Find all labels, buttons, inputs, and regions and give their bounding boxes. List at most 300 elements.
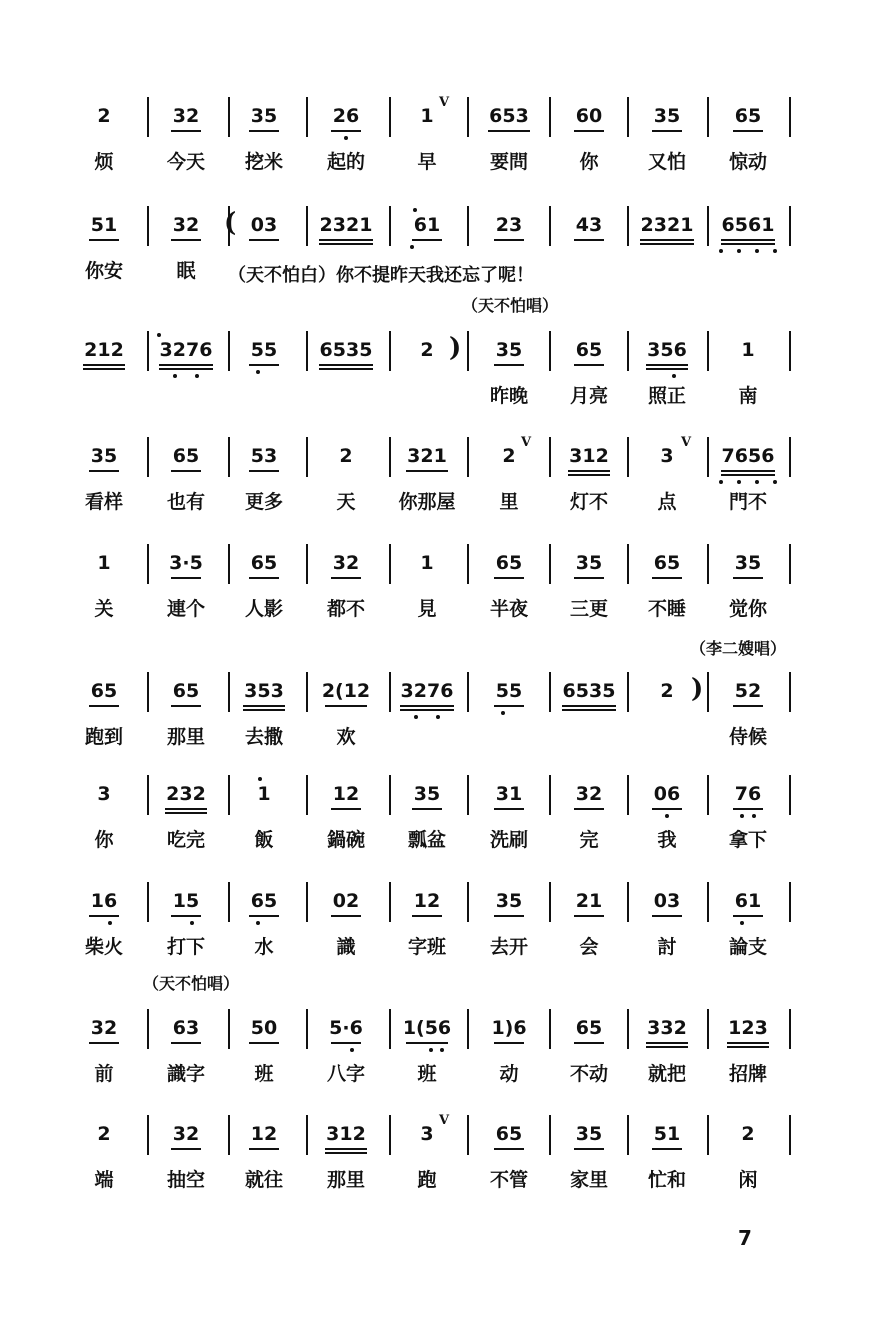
underline xyxy=(171,915,201,917)
underline xyxy=(652,1148,682,1150)
underline xyxy=(89,239,119,241)
note-group: 16 xyxy=(90,890,118,912)
lyric: 字班 xyxy=(407,936,446,958)
lyric: 拿下 xyxy=(728,829,767,851)
note-group: 65 xyxy=(495,552,523,574)
barline xyxy=(707,331,709,371)
note-group: 23 xyxy=(495,214,523,236)
barline xyxy=(389,1009,391,1049)
barline xyxy=(627,672,629,712)
note-group: 55 xyxy=(495,680,523,702)
underline xyxy=(249,364,279,366)
note-group: 65 xyxy=(172,445,200,467)
low-octave-dot xyxy=(436,715,440,719)
low-octave-dot xyxy=(256,370,260,374)
underline xyxy=(494,705,524,707)
barline xyxy=(467,97,469,137)
underline xyxy=(89,470,119,472)
underline xyxy=(331,808,361,810)
lyric: 觉你 xyxy=(728,598,767,620)
underline xyxy=(325,1152,367,1154)
barline xyxy=(147,437,149,477)
barline xyxy=(707,206,709,246)
underline xyxy=(733,130,763,132)
note-group: 7656 xyxy=(721,445,775,467)
lyric: 跑 xyxy=(417,1169,437,1191)
lyric: 就往 xyxy=(244,1169,283,1191)
low-octave-dot xyxy=(755,480,759,484)
barline xyxy=(627,544,629,584)
underline xyxy=(574,1148,604,1150)
underline xyxy=(652,808,682,810)
lyric: 端 xyxy=(94,1169,114,1191)
lyric: 不管 xyxy=(489,1169,528,1191)
barline xyxy=(467,437,469,477)
underline xyxy=(171,705,201,707)
underline xyxy=(652,130,682,132)
barline xyxy=(147,206,149,246)
lyric: 你安 xyxy=(84,260,123,282)
note-group: 2 xyxy=(660,680,674,702)
note-group: 55 xyxy=(250,339,278,361)
underline xyxy=(249,1042,279,1044)
underline xyxy=(400,705,454,707)
underline xyxy=(406,470,448,472)
barline xyxy=(389,544,391,584)
lyric: 論支 xyxy=(728,936,767,958)
bracket-mark: ) xyxy=(691,674,704,704)
underline xyxy=(325,705,367,707)
barline xyxy=(228,331,230,371)
note-group: 123 xyxy=(728,1017,768,1039)
note-group: 61 xyxy=(734,890,762,912)
underline xyxy=(319,239,373,241)
barline xyxy=(389,97,391,137)
underline xyxy=(646,1042,688,1044)
lyric: 动 xyxy=(499,1063,519,1085)
underline xyxy=(249,470,279,472)
note-group: 35 xyxy=(495,339,523,361)
barline xyxy=(147,544,149,584)
underline xyxy=(727,1046,769,1048)
lyric: 看样 xyxy=(84,491,123,513)
barline xyxy=(627,882,629,922)
lyric: 也有 xyxy=(166,491,205,513)
lyric: 照正 xyxy=(647,385,686,407)
underline xyxy=(488,130,530,132)
underline xyxy=(249,915,279,917)
barline xyxy=(306,775,308,815)
low-octave-dot xyxy=(665,814,669,818)
lyric: 人影 xyxy=(244,598,283,620)
underline xyxy=(640,239,694,241)
barline xyxy=(147,97,149,137)
lyric: 打下 xyxy=(166,936,205,958)
note-group: 61 xyxy=(413,214,441,236)
barline xyxy=(228,882,230,922)
barline xyxy=(467,882,469,922)
underline xyxy=(494,239,524,241)
underline xyxy=(89,1042,119,1044)
breath-mark: V xyxy=(521,435,532,450)
barline xyxy=(389,882,391,922)
underline xyxy=(721,470,775,472)
underline xyxy=(574,130,604,132)
barline xyxy=(707,544,709,584)
barline xyxy=(389,775,391,815)
note-group: 35 xyxy=(575,1123,603,1145)
barline xyxy=(627,331,629,371)
underline xyxy=(574,364,604,366)
note-group: 1(56 xyxy=(402,1017,452,1039)
lyric: 又怕 xyxy=(647,151,686,173)
note-group: 3 xyxy=(660,445,674,467)
lyric: 飯 xyxy=(254,829,274,851)
lyric: 連个 xyxy=(166,598,205,620)
underline xyxy=(652,915,682,917)
underline xyxy=(243,705,285,707)
note-group: 60 xyxy=(575,105,603,127)
underline xyxy=(171,577,201,579)
note-group: 43 xyxy=(575,214,603,236)
low-octave-dot xyxy=(501,711,505,715)
lyric: 洗刷 xyxy=(489,829,528,851)
note-group: 12 xyxy=(332,783,360,805)
low-octave-dot xyxy=(410,245,414,249)
low-octave-dot xyxy=(672,374,676,378)
lyric: 你 xyxy=(579,151,599,173)
barline xyxy=(789,544,791,584)
note-group: 32 xyxy=(172,214,200,236)
underline xyxy=(574,239,604,241)
barline xyxy=(467,672,469,712)
lyric: 点 xyxy=(657,491,677,513)
lyric: 月亮 xyxy=(569,385,608,407)
low-octave-dot xyxy=(773,480,777,484)
lyric: 你 xyxy=(94,829,114,851)
underline xyxy=(249,1148,279,1150)
low-octave-dot xyxy=(429,1048,433,1052)
low-octave-dot xyxy=(719,480,723,484)
barline xyxy=(228,97,230,137)
high-octave-dot xyxy=(157,333,161,337)
barline xyxy=(627,775,629,815)
lyric: 水 xyxy=(254,936,274,958)
lyric: 三更 xyxy=(569,598,608,620)
barline xyxy=(389,1115,391,1155)
underline xyxy=(412,808,442,810)
lyric: 就把 xyxy=(647,1063,686,1085)
note-group: 52 xyxy=(734,680,762,702)
underline xyxy=(494,915,524,917)
lyric: 我 xyxy=(657,829,677,851)
note-group: 02 xyxy=(332,890,360,912)
underline xyxy=(331,915,361,917)
underline xyxy=(568,470,610,472)
barline xyxy=(306,1115,308,1155)
lyric: 八字 xyxy=(326,1063,365,1085)
low-octave-dot xyxy=(737,480,741,484)
barline xyxy=(789,331,791,371)
barline xyxy=(228,544,230,584)
note-group: 2 xyxy=(741,1123,755,1145)
lyric: 里 xyxy=(499,491,519,513)
barline xyxy=(467,331,469,371)
barline xyxy=(627,1009,629,1049)
low-octave-dot xyxy=(719,249,723,253)
barline xyxy=(549,1115,551,1155)
lyric: 不动 xyxy=(569,1063,608,1085)
note-group: 65 xyxy=(653,552,681,574)
barline xyxy=(707,775,709,815)
low-octave-dot xyxy=(773,249,777,253)
note-group: 6535 xyxy=(562,680,616,702)
barline xyxy=(228,1115,230,1155)
underline xyxy=(249,577,279,579)
barline xyxy=(789,437,791,477)
underline xyxy=(165,812,207,814)
note-group: 232 xyxy=(166,783,206,805)
barline xyxy=(389,331,391,371)
high-octave-dot xyxy=(258,777,262,781)
lyric: 去开 xyxy=(489,936,528,958)
underline xyxy=(159,364,213,366)
note-group: 3276 xyxy=(400,680,454,702)
barline xyxy=(306,1009,308,1049)
underline xyxy=(721,239,775,241)
note-group: 32 xyxy=(172,105,200,127)
underline xyxy=(721,474,775,476)
underline xyxy=(733,808,763,810)
underline xyxy=(652,577,682,579)
note-group: 35 xyxy=(575,552,603,574)
note-group: 12 xyxy=(250,1123,278,1145)
barline xyxy=(549,437,551,477)
barline xyxy=(707,1115,709,1155)
barline xyxy=(147,1009,149,1049)
barline xyxy=(707,97,709,137)
breath-mark: V xyxy=(681,435,692,450)
lyric: 討 xyxy=(657,936,677,958)
role-annotation: （天不怕唱） xyxy=(462,296,559,315)
note-group: 63 xyxy=(172,1017,200,1039)
note-group: 32 xyxy=(575,783,603,805)
lyric: 南 xyxy=(738,385,758,407)
barline xyxy=(549,97,551,137)
barline xyxy=(627,206,629,246)
lyric: 早 xyxy=(417,151,437,173)
lyric: 見 xyxy=(417,598,437,620)
underline xyxy=(733,705,763,707)
low-octave-dot xyxy=(256,921,260,925)
note-group: 51 xyxy=(90,214,118,236)
underline xyxy=(494,1148,524,1150)
note-group: 06 xyxy=(653,783,681,805)
note-group: 53 xyxy=(250,445,278,467)
underline xyxy=(83,364,125,366)
lyric: 眠 xyxy=(176,260,196,282)
lyric: 会 xyxy=(579,936,599,958)
note-group: 35 xyxy=(90,445,118,467)
barline xyxy=(627,1115,629,1155)
underline xyxy=(733,577,763,579)
note-group: 312 xyxy=(569,445,609,467)
barline xyxy=(789,672,791,712)
barline xyxy=(147,775,149,815)
lyric: 关 xyxy=(94,598,114,620)
barline xyxy=(467,775,469,815)
note-group: 12 xyxy=(413,890,441,912)
note-group: 35 xyxy=(734,552,762,574)
note-group: 32 xyxy=(172,1123,200,1145)
barline xyxy=(228,1009,230,1049)
lyric: 抽空 xyxy=(166,1169,205,1191)
underline xyxy=(574,577,604,579)
note-group: 1 xyxy=(420,552,434,574)
low-octave-dot xyxy=(190,921,194,925)
note-group: 2 xyxy=(339,445,353,467)
lyric: 家里 xyxy=(569,1169,608,1191)
note-group: 65 xyxy=(90,680,118,702)
barline xyxy=(306,97,308,137)
note-group: 356 xyxy=(647,339,687,361)
underline xyxy=(243,709,285,711)
lyric: 跑到 xyxy=(84,726,123,748)
barline xyxy=(707,1009,709,1049)
breath-mark: V xyxy=(439,95,450,110)
lyric: 灯不 xyxy=(569,491,608,513)
note-group: 6535 xyxy=(319,339,373,361)
barline xyxy=(549,544,551,584)
note-group: 65 xyxy=(250,890,278,912)
note-group: 03 xyxy=(250,214,278,236)
lyric: 惊动 xyxy=(728,151,767,173)
lyric: 識字 xyxy=(166,1063,205,1085)
lyric: 闲 xyxy=(738,1169,758,1191)
barline xyxy=(789,775,791,815)
note-group: 353 xyxy=(244,680,284,702)
note-group: 65 xyxy=(734,105,762,127)
barline xyxy=(549,882,551,922)
note-group: 2 xyxy=(420,339,434,361)
lyric: 那里 xyxy=(166,726,205,748)
lyric: 忙和 xyxy=(647,1169,686,1191)
barline xyxy=(467,544,469,584)
underline xyxy=(494,808,524,810)
underline xyxy=(494,364,524,366)
barline xyxy=(789,1115,791,1155)
note-group: 1 xyxy=(97,552,111,574)
role-annotation: （天不怕唱） xyxy=(143,974,240,993)
barline xyxy=(389,437,391,477)
lyric: 不睡 xyxy=(647,598,686,620)
lyric: 半夜 xyxy=(489,598,528,620)
barline xyxy=(306,672,308,712)
barline xyxy=(306,331,308,371)
note-group: 65 xyxy=(172,680,200,702)
underline xyxy=(171,1148,201,1150)
underline xyxy=(721,243,775,245)
underline xyxy=(325,1148,367,1150)
barline xyxy=(549,775,551,815)
lyric: 門不 xyxy=(728,491,767,513)
barline xyxy=(707,672,709,712)
barline xyxy=(306,882,308,922)
underline xyxy=(562,709,616,711)
note-group: 35 xyxy=(413,783,441,805)
low-octave-dot xyxy=(108,921,112,925)
underline xyxy=(331,1042,361,1044)
low-octave-dot xyxy=(350,1048,354,1052)
lyric: 前 xyxy=(94,1063,114,1085)
note-group: 35 xyxy=(250,105,278,127)
lyric: 去撒 xyxy=(244,726,283,748)
lyric: 那里 xyxy=(326,1169,365,1191)
note-group: 2 xyxy=(97,1123,111,1145)
barline xyxy=(306,437,308,477)
note-group: 35 xyxy=(495,890,523,912)
breath-mark: V xyxy=(439,1113,450,1128)
note-group: 26 xyxy=(332,105,360,127)
barline xyxy=(147,331,149,371)
barline xyxy=(627,97,629,137)
lyric: 招牌 xyxy=(728,1063,767,1085)
barline xyxy=(147,1115,149,1155)
underline xyxy=(171,239,201,241)
low-octave-dot xyxy=(737,249,741,253)
underline xyxy=(319,368,373,370)
barline xyxy=(707,882,709,922)
note-group: 3276 xyxy=(159,339,213,361)
lyric: 鍋碗 xyxy=(326,829,365,851)
underline xyxy=(83,368,125,370)
underline xyxy=(249,239,279,241)
lyric: 昨晚 xyxy=(489,385,528,407)
underline xyxy=(159,368,213,370)
note-group: 1 xyxy=(420,105,434,127)
underline xyxy=(494,577,524,579)
barline xyxy=(789,206,791,246)
barline xyxy=(789,882,791,922)
note-group: 2 xyxy=(502,445,516,467)
lyric: 今天 xyxy=(166,151,205,173)
lyric: 你那屋 xyxy=(398,491,456,513)
lyric: 天 xyxy=(336,491,356,513)
barline xyxy=(467,1009,469,1049)
barline xyxy=(147,882,149,922)
note-group: 1)6 xyxy=(491,1017,527,1039)
note-group: 3 xyxy=(97,783,111,805)
note-group: 76 xyxy=(734,783,762,805)
note-group: 321 xyxy=(407,445,447,467)
low-octave-dot xyxy=(344,136,348,140)
note-group: 3·5 xyxy=(169,552,203,574)
barline xyxy=(467,206,469,246)
note-group: 15 xyxy=(172,890,200,912)
underline xyxy=(733,915,763,917)
lyric: 更多 xyxy=(244,491,283,513)
barline xyxy=(228,437,230,477)
lyric: 烦 xyxy=(94,151,114,173)
underline xyxy=(89,705,119,707)
underline xyxy=(727,1042,769,1044)
low-octave-dot xyxy=(440,1048,444,1052)
low-octave-dot xyxy=(740,814,744,818)
underline xyxy=(646,364,688,366)
underline xyxy=(562,705,616,707)
lyric: 瓢盆 xyxy=(407,829,446,851)
high-octave-dot xyxy=(413,208,417,212)
